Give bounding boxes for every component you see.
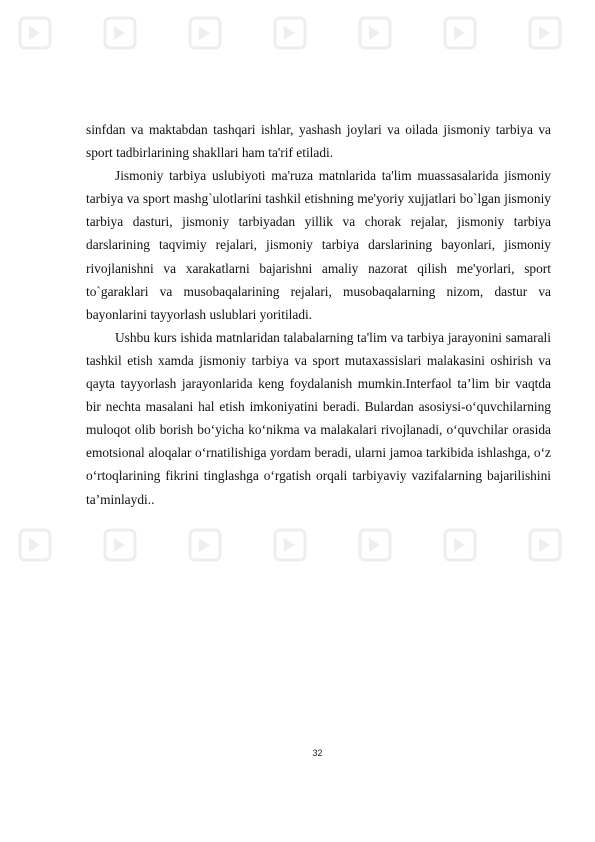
paragraph-continuation: sinfdan va maktabdan tashqari ishlar, yashash joylari va oilada jismoniy tarbiya va sport tadbirlarining shakllari ham ta'rif etiladi. (86, 122, 551, 161)
body-text (86, 118, 551, 511)
page-number: 32 (312, 748, 323, 758)
paragraph-course-work: Ushbu kurs ishida matnlaridan talabalarning ta'lim va tarbiya jarayonini samarali tashkil etish xamda jismoniy tarbiya va sport mutaxassislari malakasini oshirish va qayta tayyorlash jarayonlarida keng foydalanish mumkin.Interfaol ta’lim bir vaqtda bir nechta masalani hal etish imkoniyatini beradi. Bulardan asosiysi-o‘quvchilarning muloqot olib borish bo‘yicha ko‘nikma va malakalari rivojlanadi, o‘quvchilar orasida emotsional aloqalar o‘rnatilishiga yordam beradi, ularni jamoa tarkibida ishlashga, o‘z o‘rtoqlarining fikrini tinglashga o‘rgatish orqali tarbiyaviy vazifalarning bajarilishini ta’minlaydi.. (86, 329, 551, 507)
paragraph-methodology: Jismoniy tarbiya uslubiyoti ma'ruza matnlarida ta'lim muassasalarida jismoniy tarbiya va sport mashg`ulotlarini tashkil etishning me'yoriy xujjatlari bo`lgan jismoniy tarbiya dasturi, jismoniy tarbiyadan yillik va chorak rejalar, jismoniy tarbiya darslarining taqvimiy rejalari, jismoniy tarbiya darslarining bayonlari, jismoniy rivojlanishni va xarakatlarni bajarishni amaliy nazorat qilish me'yorlari, sport to`garaklari va musobaqalarining rejalari, musobaqalarning nizom, dastur va bayonlarini tayyorlash uslublari yoritiladi. (86, 168, 551, 322)
